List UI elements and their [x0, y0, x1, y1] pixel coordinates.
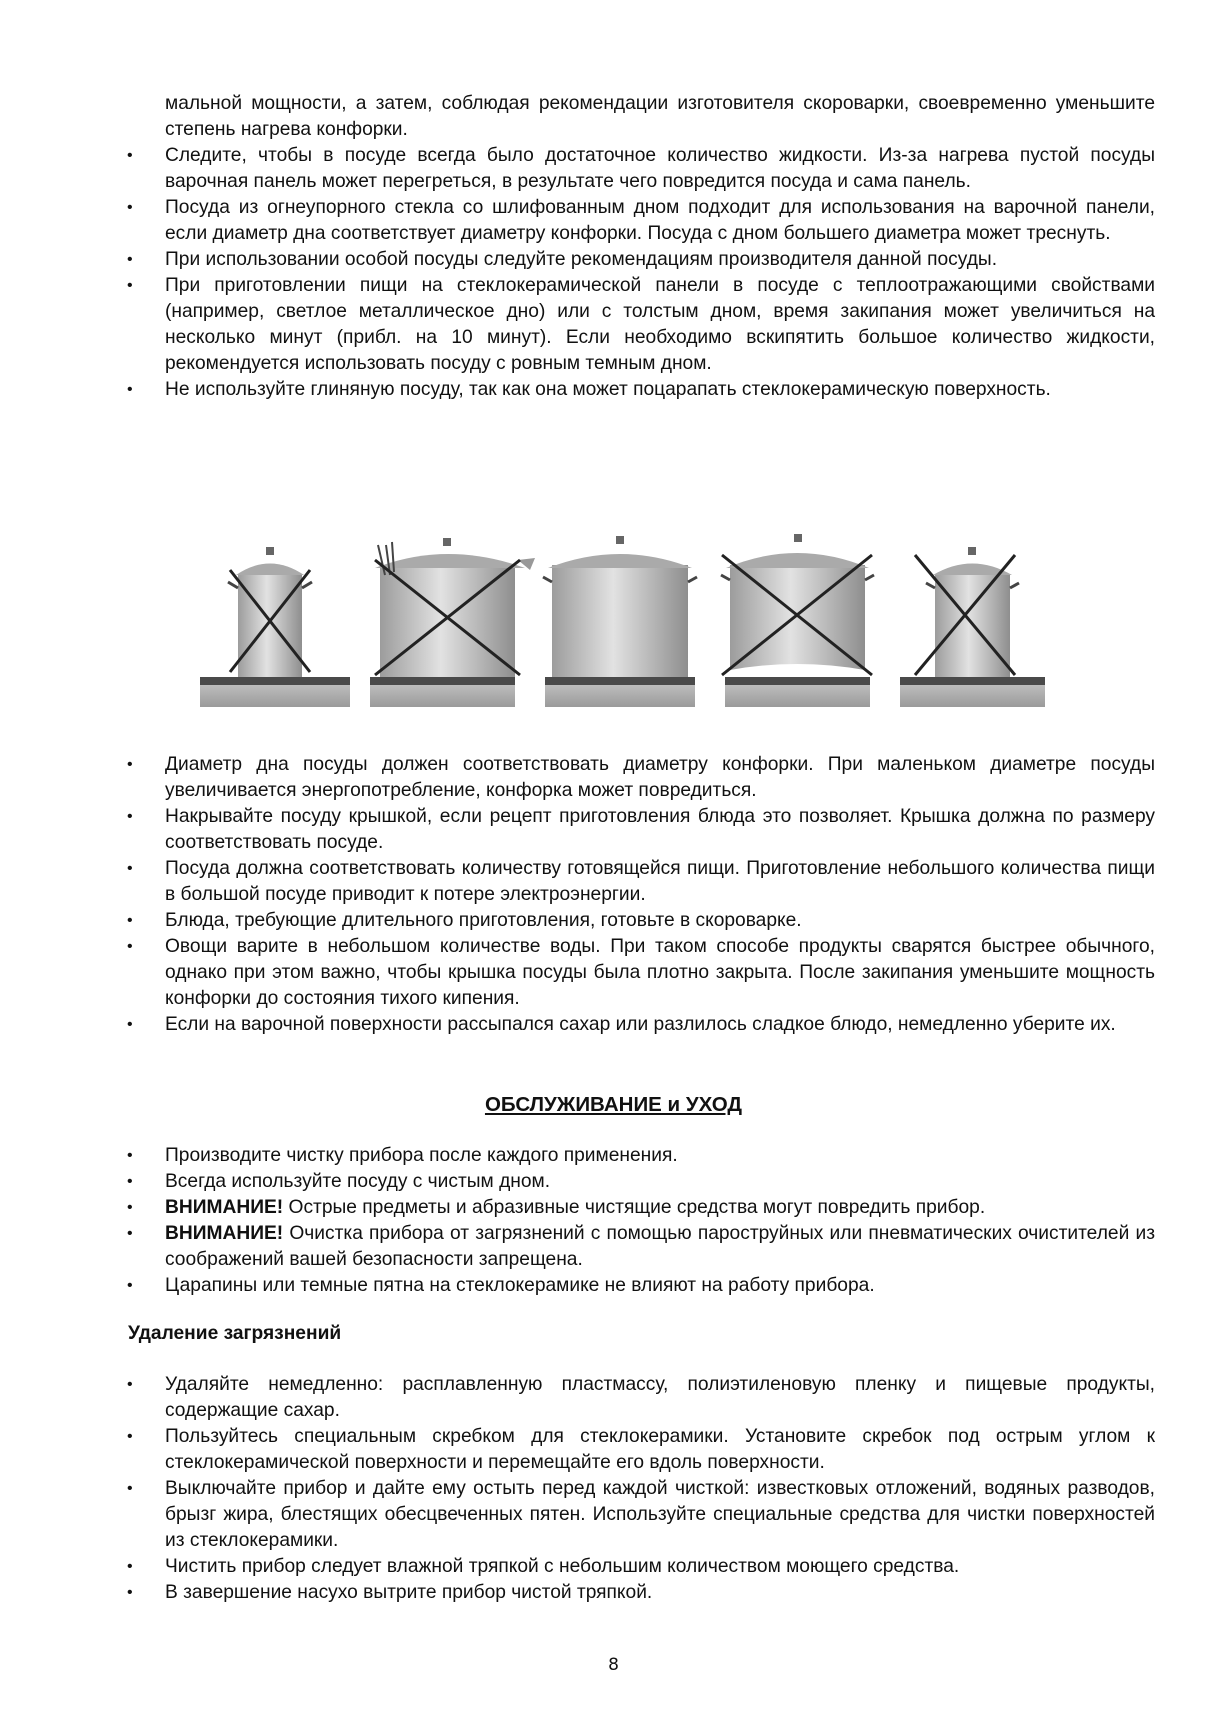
- section-heading: ОБСЛУЖИВАНИЕ и УХОД: [484, 1093, 743, 1116]
- list-item: • Не используйте глиняную посуду, так как она может поцарапать стеклокерамическую поверхность.: [165, 377, 1155, 403]
- list-item: • Всегда используйте посуду с чистым дном.: [165, 1169, 1155, 1195]
- list-item: • Блюда, требующие длительного приготовления, готовьте в скороварке.: [165, 908, 1155, 934]
- list-item: • Удаляйте немедленно: расплавленную пластмассу, полиэтиленовую пленку и пищевые продукты, содержащие сахар.: [165, 1372, 1155, 1424]
- subsection-heading: Удаление загрязнений: [128, 1323, 342, 1344]
- pot-1: [200, 547, 350, 707]
- list-item: • Производите чистку прибора после каждого применения.: [165, 1143, 1155, 1169]
- cookware-tips-list: [165, 143, 1155, 403]
- warning-label: ВНИМАНИЕ!: [165, 1197, 284, 1218]
- list-item: • Если на варочной поверхности рассыпался сахар или разлилось сладкое блюдо, немедленно уберите их.: [165, 1012, 1155, 1038]
- list-item: • При использовании особой посуды следуйте рекомендациям производителя данной посуды.: [165, 247, 1155, 273]
- list-item: • ВНИМАНИЕ! Очистка прибора от загрязнений с помощью пароструйных или пневматических очистителей из соображений вашей безопасности запрещена.: [165, 1221, 1155, 1273]
- pot-5: [900, 547, 1045, 707]
- list-item: • Следите, чтобы в посуде всегда было достаточное количество жидкости. Из-за нагрева пустой посуды варочная панель может перегреться, в результате чего повредится посуда и сама панель.: [165, 143, 1155, 195]
- list-item: • Посуда из огнеупорного стекла со шлифованным дном подходит для использования на варочной панели, если диаметр дна соответствует диаметру конфорки. Посуда с дном большего диаметра может треснуть.: [165, 195, 1155, 247]
- list-item: • Пользуйтесь специальным скребком для стеклокерамики. Установите скребок под острым углом к стеклокерамической поверхности и перемещайте его вдоль поверхности.: [165, 1424, 1155, 1476]
- list-item: • Царапины или темные пятна на стеклокерамике не влияют на работу прибора.: [165, 1273, 1155, 1299]
- list-item: • ВНИМАНИЕ! Острые предметы и абразивные чистящие средства могут повредить прибор.: [165, 1195, 1155, 1221]
- pot-3: [543, 536, 697, 707]
- page-number: 8: [608, 1655, 619, 1675]
- list-item: • Выключайте прибор и дайте ему остыть перед каждой чисткой: известковых отложений, водяных разводов, брызг жира, блестящих обесцвеченных пятен. Используйте специальные средства для чистки поверхностей из стеклокерамики.: [165, 1476, 1155, 1554]
- list-item: • Накрывайте посуду крышкой, если рецепт приготовления блюда это позволяет. Крышка должна по размеру соответствовать посуде.: [165, 804, 1155, 856]
- cookware-illustration: [200, 530, 1080, 720]
- list-item: • Чистить прибор следует влажной тряпкой с небольшим количеством моющего средства.: [165, 1554, 1155, 1580]
- list-item: • В завершение насухо вытрите прибор чистой тряпкой.: [165, 1580, 1155, 1606]
- pot-4: [721, 534, 874, 707]
- intro-continuation: мальной мощности, а затем, соблюдая рекомендации изготовителя скороварки, своевременно уменьшите степень нагрева конфорки.: [165, 93, 1155, 140]
- cookware-rules-list: [165, 752, 1155, 1038]
- list-item: • Диаметр дна посуды должен соответствовать диаметру конфорки. При маленьком диаметре посуды увеличивается энергопотребление, конфорка может повредиться.: [165, 752, 1155, 804]
- pot-2: [370, 538, 535, 707]
- warning-label: ВНИМАНИЕ!: [165, 1223, 284, 1244]
- list-item: • Овощи варите в небольшом количестве воды. При таком способе продукты сварятся быстрее обычного, однако при этом важно, чтобы крышка посуды была плотно закрыта. После закипания уменьшите мощность конфорки до состояния тихого кипения.: [165, 934, 1155, 1012]
- list-item: • Посуда должна соответствовать количеству готовящейся пищи. Приготовление небольшого количества пищи в большой посуде приводит к потере электроэнергии.: [165, 856, 1155, 908]
- maintenance-list: [165, 1143, 1155, 1299]
- cleaning-list: [165, 1372, 1155, 1606]
- list-item: • При приготовлении пищи на стеклокерамической панели в посуде с теплоотражающими свойствами (например, светлое металлическое дно) или с толстым дном, время закипания может увеличиться на несколько минут (прибл. на 10 минут). Если необходимо вскипятить большое количество жидкости, рекомендуется использовать посуду с ровным темным дном.: [165, 273, 1155, 377]
